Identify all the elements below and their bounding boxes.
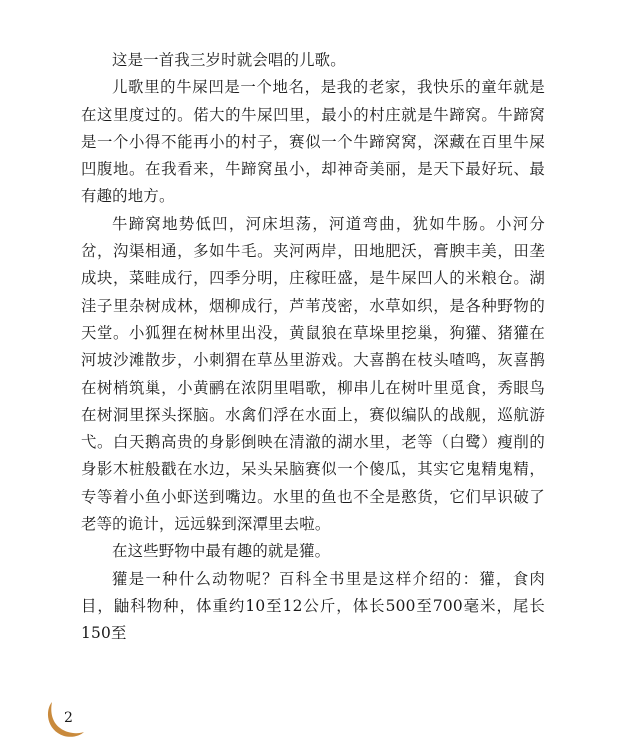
page-footer bbox=[44, 700, 88, 740]
paragraph-2: 儿歌里的牛屎凹是一个地名，是我的老家，我快乐的童年就是在这里度过的。偌大的牛屎凹里，最小的村庄就是牛蹄窝。牛蹄窝是一个小得不能再小的村子，赛似一个牛蹄窝窝，深藏在百里牛屎凹腹地。在我看来，牛蹄窝虽小，却神奇美丽，是天下最好玩、最有趣的地方。 bbox=[81, 78, 545, 206]
paragraph-3: 牛蹄窝地势低凹，河床坦荡，河道弯曲，犹如牛肠。小河分岔，沟渠相通，多如牛毛。夹河两岸，田地肥沃，膏腴丰美，田垄成块，菜畦成行，四季分明，庄稼旺盛，是牛屎凹人的米粮仓。湖洼子里杂树成林，烟柳成行，芦苇茂密，水草如织，是各种野物的天堂。小狐狸在树林里出没，黄鼠狼在草垛里挖巢，狗獾、猪獾在河坡沙滩散步，小刺猬在草丛里游戏。大喜鹊在枝头喳鸣，灰喜鹊在树梢筑巢，小黄鹂在浓阴里唱歌，柳串儿在树叶里觅食，秀眼鸟在树洞里探头探脑。水禽们浮在水面上，赛似编队的战舰，巡航游弋。白天鹅高贵的身影倒映在清澈的湖水里，老等（白鹭）瘦削的身影木桩般戳在水边，呆头呆脑赛似一个傻瓜，其实它鬼精鬼精，专等着小鱼小虾送到嘴边。水里的鱼也不全是憨货，它们早识破了老等的诡计，远远躲到深潭里去啦。 bbox=[81, 214, 545, 534]
paragraph-4: 在这些野物中最有趣的就是獾。 bbox=[112, 542, 331, 561]
page-number: 2 bbox=[64, 710, 73, 726]
paragraph-1: 这是一首我三岁时就会唱的儿歌。 bbox=[112, 51, 346, 69]
page-body bbox=[81, 47, 545, 648]
paragraph-5: 獾是一种什么动物呢？百科全书里是这样介绍的：獾，食肉目，鼬科物种，体重约10至12公斤，体长500至700毫米，尾长150至 bbox=[81, 569, 545, 643]
